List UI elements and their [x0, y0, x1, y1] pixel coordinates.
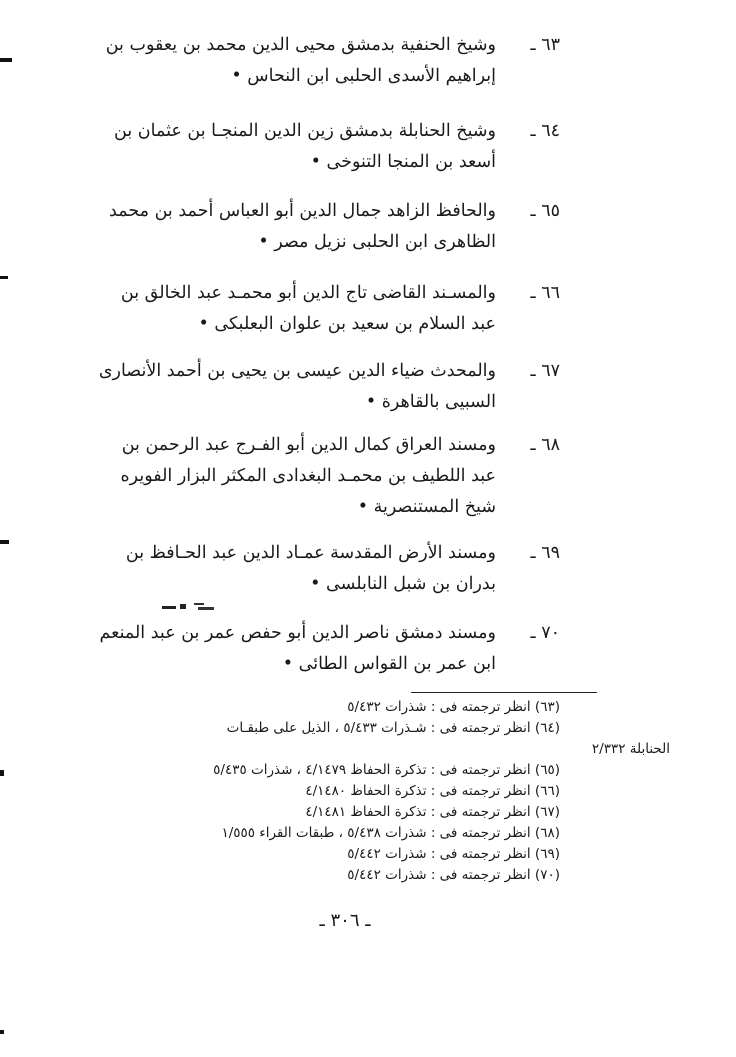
entry-68-number: ٦٨ ـ — [530, 435, 560, 455]
entry-63 — [90, 30, 560, 92]
entry-63-text1: وشيخ الحنفية بدمشق محيى الدين محمد بن يعقوب بن — [105, 35, 496, 55]
margin-mark-left-5 — [0, 1030, 4, 1034]
entry-66 — [90, 278, 560, 340]
footnotes — [40, 697, 670, 886]
entry-65-line2: الظاهرى ابن الحلبى نزيل مصر • — [258, 232, 496, 252]
ink-smudge — [160, 602, 220, 612]
entry-69-number: ٦٩ ـ — [530, 543, 560, 563]
footnote-64: (٦٤) انظر ترجمته فى : شـذرات ٥/٤٣٣ ، الذيل على طبقـات — [226, 720, 560, 736]
footnote-70: (٧٠) انظر ترجمته فى : شذرات ٥/٤٤٢ — [347, 867, 560, 883]
footnote-68: (٦٨) انظر ترجمته فى : شذرات ٥/٤٣٨ ، طبقات القراء ١/٥٥٥ — [221, 825, 560, 841]
footnote-69: (٦٩) انظر ترجمته فى : شذرات ٥/٤٤٢ — [347, 846, 560, 862]
footnote-63: (٦٣) انظر ترجمته فى : شذرات ٥/٤٣٢ — [347, 699, 560, 715]
entry-65-line1 — [90, 196, 560, 227]
entry-65-number: ٦٥ ـ — [530, 201, 560, 221]
entry-66-line1 — [90, 278, 560, 309]
entry-69-line2: بدران بن شبل النابلسى • — [310, 574, 496, 594]
margin-mark-left-3 — [0, 540, 9, 544]
entry-70 — [90, 618, 560, 680]
entry-64 — [90, 116, 560, 178]
entry-67-line2: السبيى بالقاهرة • — [365, 392, 496, 412]
entry-68-line3: شيخ المستنصرية • — [357, 497, 496, 517]
entry-67-line1 — [90, 356, 560, 387]
entry-64-number: ٦٤ ـ — [530, 121, 560, 141]
entry-63-number: ٦٣ ـ — [530, 35, 560, 55]
footnote-65: (٦٥) انظر ترجمته فى : تذكرة الحفاظ ٤/١٤٧٩ ، شذرات ٥/٤٣٥ — [213, 762, 560, 778]
entry-66-line2: عبد السلام بن سعيد بن علوان البعلبكى • — [198, 314, 496, 334]
footnote-divider — [411, 692, 597, 693]
margin-mark-left-1 — [0, 58, 12, 62]
entry-69 — [90, 538, 560, 600]
page-number: ـ ٣٠٦ ـ — [319, 910, 371, 931]
entry-68-line1 — [90, 430, 560, 461]
entry-65-text1: والحافظ الزاهد جمال الدين أبو العباس أحمد بن محمد — [109, 201, 496, 221]
footnote-67: (٦٧) انظر ترجمته فى : تذكرة الحفاظ ٤/١٤٨١ — [305, 804, 560, 820]
entry-63-line1 — [90, 30, 560, 61]
entry-67-number: ٦٧ ـ — [530, 361, 560, 381]
entry-68-line2: عبد اللطيف بن محمـد البغدادى المكثر البزار الفويره — [120, 466, 496, 486]
entry-66-number: ٦٦ ـ — [530, 283, 560, 303]
entry-64-line1 — [90, 116, 560, 147]
entry-67 — [90, 356, 560, 418]
entry-68 — [90, 430, 560, 523]
footnote-64-continuation: الحنابلة ٢/٣٣٢ — [591, 741, 670, 757]
entry-70-number: ٧٠ ـ — [530, 623, 560, 643]
entry-70-line1 — [90, 618, 560, 649]
entry-65 — [90, 196, 560, 258]
entry-70-line2: ابن عمر بن القواس الطائى • — [282, 654, 496, 674]
margin-mark-left-4 — [0, 770, 4, 776]
footnote-66: (٦٦) انظر ترجمته فى : تذكرة الحفاظ ٤/١٤٨٠ — [305, 783, 560, 799]
entry-69-line1 — [90, 538, 560, 569]
entry-66-text1: والمسـند القاضى تاج الدين أبو محمـد عبد الخالق بن — [120, 283, 496, 303]
entry-70-text1: ومسند دمشق ناصر الدين أبو حفص عمر بن عبد المنعم — [99, 623, 496, 643]
entry-64-line2: أسعد بن المنجا التنوخى • — [310, 152, 496, 172]
entry-68-text1: ومسند العراق كمال الدين أبو الفـرج عبد الرحمن بن — [121, 435, 496, 455]
entry-69-text1: ومسند الأرض المقدسة عمـاد الدين عبد الحـافظ بن — [125, 543, 496, 563]
entry-64-text1: وشيخ الحنابلة بدمشق زين الدين المنجـا بن عثمان بن — [114, 121, 496, 141]
entry-63-line2: إبراهيم الأسدى الحلبى ابن النحاس • — [231, 66, 496, 86]
margin-mark-left-2 — [0, 276, 8, 279]
entry-67-text1: والمحدث ضياء الدين عيسى بن يحيى بن أحمد الأنصارى — [98, 361, 496, 381]
